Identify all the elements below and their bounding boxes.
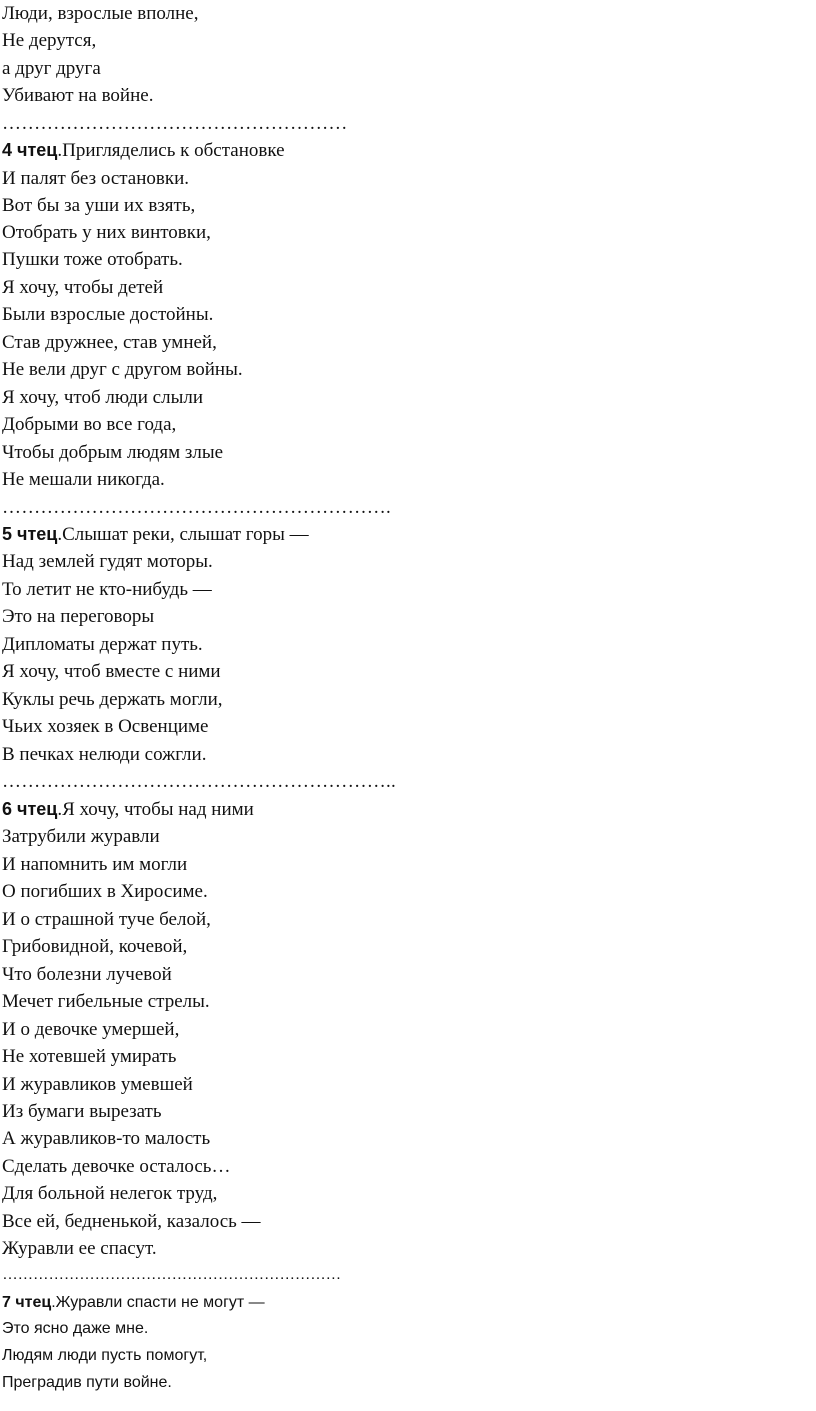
poem-line: И палят без остановки. [2,168,190,189]
stanza6-first-text: .Я хочу, чтобы над ними [57,799,254,820]
poem-line: Куклы речь держать могли, [2,689,223,710]
poem-line: Что болезни лучевой [2,964,172,985]
poem-line: Я хочу, чтоб люди слыли [2,387,204,408]
reader-label: 5 чтец [2,524,58,544]
intro-line: Люди, взрослые вполне, [2,3,199,24]
poem-line: В печках нелюди сожгли. [2,744,207,765]
poem-line: Над землей гудят моторы. [2,551,213,572]
poem-line: Вот бы за уши их взять, [2,195,196,216]
poem-line: А журавликов-то малость [2,1128,211,1149]
reader-label: 4 чтец [2,140,58,160]
intro-line: Убивают на войне. [2,85,154,106]
separator: ……………………………………………………. [2,497,391,518]
intro-line: Не дерутся, [2,30,97,51]
stanza5-first-text: .Слышат реки, слышат горы — [57,524,309,545]
poem-line: Чтобы добрым людям злые [2,442,224,463]
poem-line: Людям люди пусть помогут, [2,1347,208,1364]
poem-line: Журавли ее спасут. [2,1238,157,1259]
poem-line: Сделать девочке осталось… [2,1156,231,1177]
poem-line: Из бумаги вырезать [2,1101,162,1122]
poem-line: И о страшной туче белой, [2,909,211,930]
poem-line: Затрубили журавли [2,826,160,847]
poem-line: И журавликов умевшей [2,1074,193,1095]
stanza4-first-text: .Пригляделись к обстановке [57,140,285,161]
poem-line: Став дружнее, став умней, [2,332,217,353]
separator: ………………………………………………………… [2,1266,341,1283]
stanza7-first-line [2,1290,265,1316]
separator: …………………………………………………….. [2,771,396,792]
poem-line: Пушки тоже отобрать. [2,249,183,270]
poem-line: Преградив пути войне. [2,1374,172,1391]
poem-line: И о девочке умершей, [2,1019,180,1040]
poem-line: Не вели друг с другом войны. [2,359,243,380]
poem-line: Это на переговоры [2,606,155,627]
poem-line: Я хочу, чтобы детей [2,277,164,298]
poem-line: То летит не кто-нибудь — [2,579,212,600]
reader-label: 7 чтец [2,1294,52,1311]
poem-line: Все ей, бедненькой, казалось — [2,1211,261,1232]
poem-line: Не хотевшей умирать [2,1046,177,1067]
poem-line: Отобрать у них винтовки, [2,222,211,243]
poem-line: Это ясно даже мне. [2,1320,149,1337]
separator: ……………………………………………… [2,113,348,134]
poem-line: Были взрослые достойны. [2,304,214,325]
stanza6-first-line [2,796,254,823]
stanza7-first-text: .Журавли спасти не могут — [51,1294,265,1311]
poem-line: Для больной нелегок труд, [2,1183,218,1204]
poem-line: Я хочу, чтоб вместе с ними [2,661,221,682]
intro-line: а друг друга [2,58,101,79]
reader-label: 6 чтец [2,799,58,819]
poem-line: О погибших в Хиросиме. [2,881,208,902]
stanza4-first-line [2,137,285,164]
poem-line: Чьих хозяек в Освенциме [2,716,209,737]
stanza5-first-line [2,521,309,548]
poem-line: И напомнить им могли [2,854,188,875]
poem-line: Добрыми во все года, [2,414,177,435]
poem-line: Дипломаты держат путь. [2,634,203,655]
poem-line: Не мешали никогда. [2,469,165,490]
poem-line: Мечет гибельные стрелы. [2,991,210,1012]
poem-line: Грибовидной, кочевой, [2,936,188,957]
